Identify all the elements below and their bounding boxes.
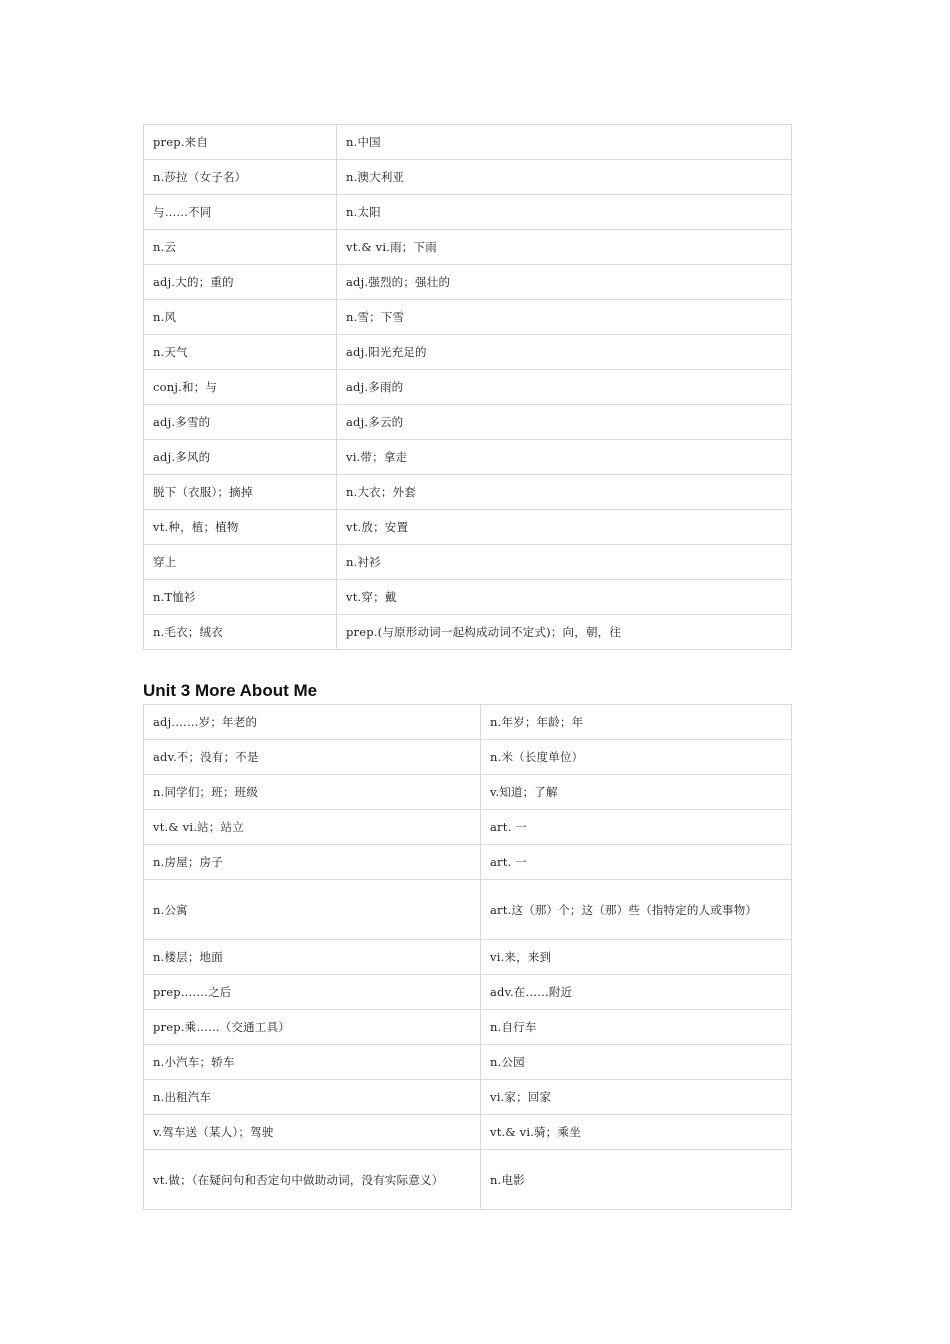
table-cell: conj.和；与: [144, 370, 337, 405]
table-cell: art. 一: [481, 845, 792, 880]
table-row: [144, 545, 792, 580]
section-heading: Unit 3 More About Me: [143, 681, 318, 700]
table-row: [144, 705, 792, 740]
table-cell: n.年岁；年龄；年: [481, 705, 792, 740]
table-cell: prep.(与原形动词一起构成动词不定式)；向，朝，往: [337, 615, 792, 650]
table-cell: n.同学们；班；班级: [144, 775, 481, 810]
table-row: [144, 265, 792, 300]
table-row: [144, 1150, 792, 1210]
table-row: [144, 405, 792, 440]
table-cell: n.小汽车；轿车: [144, 1045, 481, 1080]
table-cell: 与……不同: [144, 195, 337, 230]
table-cell: vt.做；（在疑问句和否定句中做助动词，没有实际意义）: [144, 1150, 481, 1210]
table-cell: n.自行车: [481, 1010, 792, 1045]
table-cell: n.太阳: [337, 195, 792, 230]
table-row: [144, 125, 792, 160]
table-cell: vi.带；拿走: [337, 440, 792, 475]
table-cell: n.T恤衫: [144, 580, 337, 615]
table-row: [144, 845, 792, 880]
table-cell: v.驾车送（某人）；驾驶: [144, 1115, 481, 1150]
table-cell: vt.放；安置: [337, 510, 792, 545]
vocabulary-table-1: [143, 124, 792, 650]
table-row: [144, 335, 792, 370]
table-cell: art.这（那）个；这（那）些（指特定的人或事物）: [481, 880, 792, 940]
table-row: [144, 1010, 792, 1045]
table-cell: vi.来，来到: [481, 940, 792, 975]
table-cell: adj.多雨的: [337, 370, 792, 405]
table-row: [144, 880, 792, 940]
table-cell: n.大衣；外套: [337, 475, 792, 510]
table-row: [144, 580, 792, 615]
table-cell: prep.……之后: [144, 975, 481, 1010]
table-cell: n.风: [144, 300, 337, 335]
table-cell: vt.穿；戴: [337, 580, 792, 615]
table-cell: v.知道；了解: [481, 775, 792, 810]
table-row: [144, 810, 792, 845]
table-cell: n.雪；下雪: [337, 300, 792, 335]
table-cell: adj.多雪的: [144, 405, 337, 440]
table-row: [144, 1080, 792, 1115]
table-cell: n.楼层；地面: [144, 940, 481, 975]
table-row: [144, 230, 792, 265]
table-cell: n.米（长度单位）: [481, 740, 792, 775]
table-cell: 穿上: [144, 545, 337, 580]
table-cell: n.澳大利亚: [337, 160, 792, 195]
table-cell: adj.强烈的；强壮的: [337, 265, 792, 300]
table-cell: n.衬衫: [337, 545, 792, 580]
table-row: [144, 510, 792, 545]
table-row: [144, 370, 792, 405]
table-row: [144, 300, 792, 335]
table-cell: n.电影: [481, 1150, 792, 1210]
table-cell: n.毛衣；绒衣: [144, 615, 337, 650]
table-cell: n.云: [144, 230, 337, 265]
table-row: [144, 740, 792, 775]
table-row: [144, 775, 792, 810]
table-cell: prep.乘……（交通工具）: [144, 1010, 481, 1045]
table-row: [144, 195, 792, 230]
table-cell: n.出租汽车: [144, 1080, 481, 1115]
table-cell: n.公寓: [144, 880, 481, 940]
table-cell: n.公园: [481, 1045, 792, 1080]
table-cell: n.天气: [144, 335, 337, 370]
table-cell: adv.在……附近: [481, 975, 792, 1010]
table-cell: vt.& vi.雨；下雨: [337, 230, 792, 265]
table-row: [144, 1115, 792, 1150]
table-cell: vt.& vi.站；站立: [144, 810, 481, 845]
table-cell: adj.……岁；年老的: [144, 705, 481, 740]
table-row: [144, 940, 792, 975]
table-cell: 脱下（衣服）；摘掉: [144, 475, 337, 510]
table-cell: vt.& vi.骑；乘坐: [481, 1115, 792, 1150]
table-cell: adj.阳光充足的: [337, 335, 792, 370]
table-row: [144, 1045, 792, 1080]
table-cell: adv.不；没有；不是: [144, 740, 481, 775]
vocabulary-table-2: [143, 704, 792, 1210]
table-cell: art. 一: [481, 810, 792, 845]
table-cell: prep.来自: [144, 125, 337, 160]
table-row: [144, 440, 792, 475]
table-cell: adj.大的；重的: [144, 265, 337, 300]
table-row: [144, 615, 792, 650]
table-cell: n.莎拉（女子名）: [144, 160, 337, 195]
table-cell: n.中国: [337, 125, 792, 160]
table-row: [144, 975, 792, 1010]
table-cell: n.房屋；房子: [144, 845, 481, 880]
table-cell: adj.多云的: [337, 405, 792, 440]
table-row: [144, 160, 792, 195]
table-row: [144, 475, 792, 510]
table-cell: adj.多风的: [144, 440, 337, 475]
table-cell: vi.家；回家: [481, 1080, 792, 1115]
table-cell: vt.种，植；植物: [144, 510, 337, 545]
